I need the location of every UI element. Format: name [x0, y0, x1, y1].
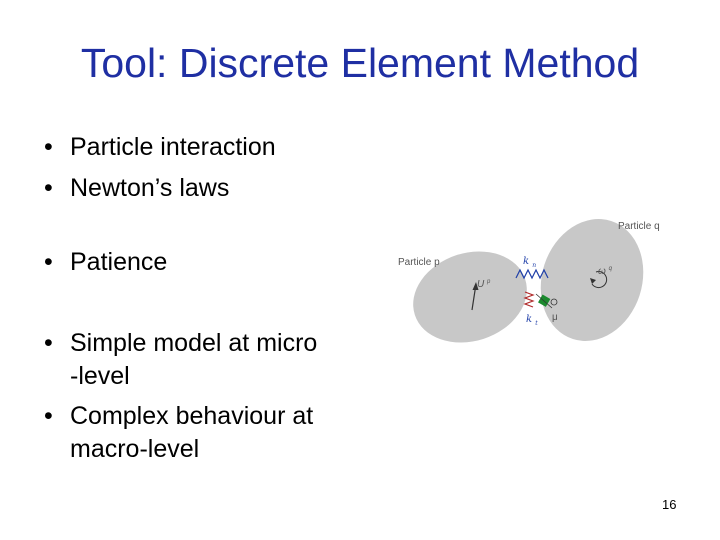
tangential-stiffness-label	[526, 314, 538, 327]
friction-label: μ	[552, 312, 558, 323]
bullet-text-line-2: macro-level	[70, 435, 200, 463]
velocity-symbol: U	[477, 279, 485, 290]
slide-title: Tool: Discrete Element Method	[80, 40, 640, 86]
particle-p-shape	[401, 237, 539, 352]
bullet-text-line-2: -level	[70, 362, 130, 390]
particle-p-label: Particle p	[398, 257, 440, 268]
normal-stiffness-symbol: k	[523, 256, 530, 267]
bullet-text-line-1: Complex behaviour at	[70, 402, 314, 430]
bullet-text-line-1: Simple model at micro	[70, 329, 318, 357]
normal-stiffness-label	[523, 256, 536, 269]
bullet-text: Newton’s laws	[70, 174, 230, 202]
particle-contact-diagram	[392, 212, 682, 352]
bullet-text: Particle interaction	[70, 133, 276, 161]
tangential-stiffness-symbol: k	[526, 314, 533, 325]
particle-q-label: Particle q	[618, 221, 660, 232]
spin-symbol: ω	[598, 266, 606, 277]
velocity-superscript: p	[487, 279, 491, 285]
bullet-marker: •	[44, 248, 53, 276]
bullet-marker: •	[44, 329, 53, 357]
bullet-marker: •	[44, 402, 53, 430]
bullet-marker: •	[44, 174, 53, 202]
normal-stiffness-subscript: n	[532, 262, 537, 269]
page-number: 16	[662, 497, 677, 512]
tangential-stiffness-subscript: t	[535, 320, 538, 327]
bullet-text: Patience	[70, 248, 168, 276]
bullet-marker: •	[44, 133, 53, 161]
spin-superscript: q	[608, 266, 612, 272]
